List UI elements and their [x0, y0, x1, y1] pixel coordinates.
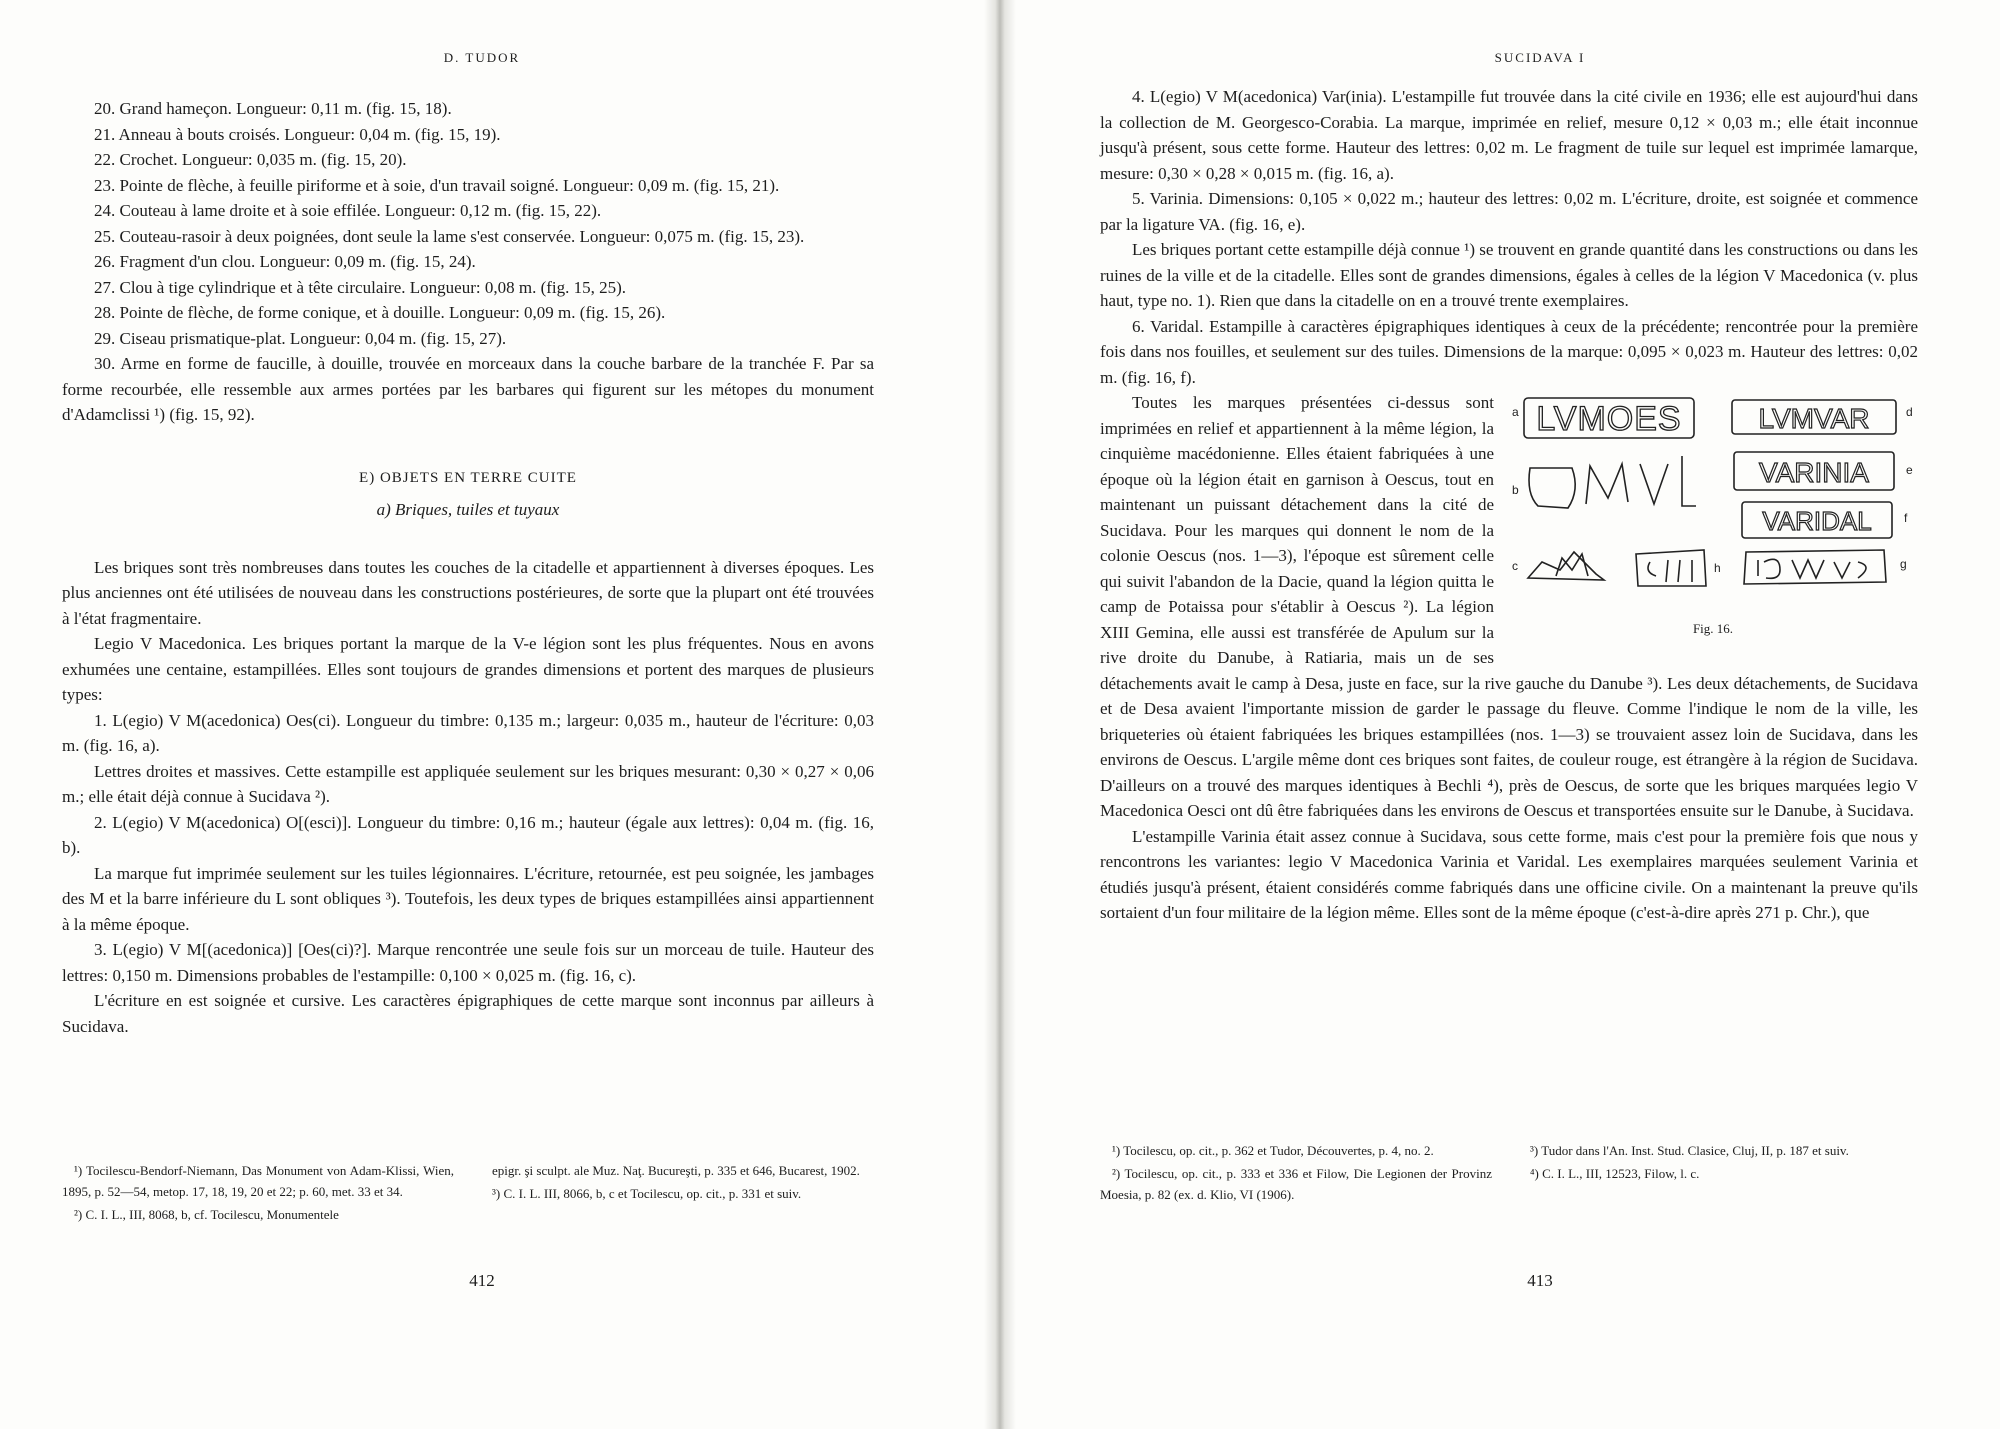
paragraph: Legio V Macedonica. Les briques portant la marque de la V-e légion sont les plus fréquentes. Nous en avons exhumées une centaine, estampillées. Elles sont toujours de grandes dimensions et portent des marques de plusieurs types: [62, 634, 874, 704]
footnote: ²) C. I. L., III, 8068, b, cf. Tocilescu, Monumentele [74, 1207, 339, 1222]
paragraph: Les briques sont très nombreuses dans toutes les couches de la citadelle et appartiennent à diverses époques. Les plus anciennes ont été utilisées de nouveau dans les constructions postérieures, de sorte que la plupart ont été trouvées à l'état fragmentaire. [62, 557, 874, 628]
paragraph: Les briques portant cette estampille déjà connue ¹) se trouvent en grande quantité dans les constructions ou dans les ruines de la ville et de la citadelle. Elles sont de grandes dimensions, égales à celles de la légion V Macedonica (v. plus haut, type no. 1). Rien que dans la citadelle on en a trouvé trente exemplaires. [1100, 240, 1918, 310]
paragraph-wrapped: Toutes les marques présentées ci-dessus sont imprimées en relief et appartiennent à la même légion, la cinquième macédonienne. Elles étaient fabriquées à une époque où la légion était en garnison à Oescus, tout en maintenant un puissant détachement dans la cité de Sucidava. Pour les marques qui donnent le nom de la colonie Oescus (nos. 1—3), l'époque est sûrement celle qui suivit l'abandon de la Dacie, quand la légion quitta le camp de Potaissa pour s'établir à Oescus ²). La légion XIII Gemina, elle aussi est transférée de Apulum sur la rive droite du Danube, à Ratiaria, mais un de ses détachements avait le camp à Desa, juste en face, sur la rive gauche du Danube ³). Les deux détachements, de Sucidava et de Desa avaient l'importante mission de garder le passage du fleuve. Comme l'indique le nom de la ville, les briqueteries où étaient fabriquées les briques estampillées (nos. 1—3) se trouvaient assez loin de Sucidava, dans les environs de Oescus. L'argile même dont ces briques sont faites, de couleur rouge, est étrangère à la région de Sucidava. D'ailleurs on a trouvé des marques identiques à Bechli ⁴), près de Oescus, de sorte que les briques marquées legio V Macedonica Oesci ont dû être fabriquées dans les environs de Oescus et transportées ensuite sur le Danube, à Sucidava. [1100, 393, 1918, 820]
paragraph: La marque fut imprimée seulement sur les tuiles légionnaires. L'écriture, retournée, est peu soignée, les jambages des M et la barre inférieure du L sont obliques ³). Toutefois, les deux types de briques estampillées ainsi appartiennent à la même époque. [62, 863, 874, 934]
list-item: 21. Anneau à bouts croisés. Longueur: 0,04 m. (fig. 15, 19). [94, 124, 501, 144]
running-head-left: D. TUDOR [443, 50, 521, 65]
figure-16 [1508, 394, 1918, 650]
page-number-right: 413 [1527, 1271, 1553, 1290]
running-head-right: SUCIDAVA I [1494, 50, 1586, 65]
paragraph: Lettres droites et massives. Cette estampille est appliquée seulement sur les briques mesurant: 0,30 × 0,27 × 0,06 m.; elle était déjà connue à Sucidava ²). [62, 761, 874, 806]
section-heading: E) OBJETS EN TERRE CUITE [359, 469, 577, 486]
stamp-b-m [1586, 464, 1628, 504]
stamp-b-v [1640, 464, 1668, 504]
footnote: epigr. şi sculpt. ale Muz. Naţ. Bucureşti, p. 335 et 646, Bucarest, 1902. [492, 1163, 860, 1178]
fig-letter-c: c [1512, 559, 1518, 573]
stamp-c-letters [1556, 554, 1588, 576]
left-page-body [62, 96, 874, 1039]
stamp-h [1636, 550, 1706, 586]
paragraph: 4. L(egio) V M(acedonica) Var(inia). L'estampille fut trouvée dans la cité civile en 1936; elle est aujourd'hui dans la collection de M. Georgesco-Corabia. La marque, imprimée en relief, mesure 0,12 × 0,03 m.; elle était inconnue jusqu'à présent, sous cette forme. Hauteur des lettres: 0,02 m. Le fragment de tuile sur lequel est imprimée lamarque, mesure: 0,30 × 0,28 × 0,015 m. (fig. 16, a). [1100, 87, 1918, 183]
paragraph: 5. Varinia. Dimensions: 0,105 × 0,022 m.; hauteur des lettres: 0,02 m. L'écriture, droite, est soignée et commence par la ligature VA. (fig. 16, e). [1100, 189, 1918, 234]
list-item: 25. Couteau-rasoir à deux poignées, dont seule la lame s'est conservée. Longueur: 0,075 m. (fig. 15, 23). [94, 226, 805, 246]
list-item: 22. Crochet. Longueur: 0,035 m. (fig. 15, 20). [94, 150, 407, 169]
stamp-b-l [1682, 456, 1696, 506]
figure-caption: Fig. 16. [1692, 621, 1734, 636]
footnotes-left [62, 1160, 872, 1227]
brick-stamps-drawing [1508, 394, 1918, 614]
fig-letter-d: d [1906, 405, 1913, 419]
paragraph: 3. L(egio) V M[(acedonica)] [Oes(ci)?]. Marque rencontrée une seule fois sur un morceau de tuile. Hauteur des lettres: 0,150 m. Dimensions probables de l'estampille: 0,100 × 0,025 m. (fig. 16, c). [62, 940, 874, 985]
paragraph: L'estampille Varinia était assez connue à Sucidava, sous cette forme, mais c'est pour la première fois que nous y rencontrons les variantes: legio V Macedonica Varinia et Varidal. Les exemplaires marquées seulement Varinia et étudiés jusqu'à présent, étaient considérés comme fabriqués dans une officine civile. On a maintenant la preuve qu'ils sortaient d'un four militaire de la légion même. Elles sont de la même époque (c'est-à-dire après 271 p. Chr.), que [1100, 826, 1918, 922]
fig-letter-b: b [1512, 483, 1519, 497]
stamp-g-letters [1758, 559, 1866, 578]
footnote-column [1100, 1140, 1492, 1207]
list-item: 28. Pointe de flèche, de forme conique, et à douille. Longueur: 0,09 m. (fig. 15, 26). [94, 303, 666, 322]
right-page-body [1100, 84, 1918, 926]
stamp-h-letters [1648, 560, 1692, 582]
footnote: ³) Tudor dans l'An. Inst. Stud. Clasice, Cluj, II, p. 187 et suiv. [1530, 1143, 1849, 1158]
list-item: 24. Couteau à lame droite et à soie effilée. Longueur: 0,12 m. (fig. 15, 22). [94, 201, 602, 220]
paragraph: 6. Varidal. Estampille à caractères épigraphiques identiques à ceux de la précédente; rencontrée pour la première fois dans nos fouilles, et seulement sur des tuiles. Dimensions de la marque: 0,095 × 0,023 m. Hauteur des lettres: 0,02 m. (fig. 16, f). [1100, 316, 1918, 387]
paragraph: 2. L(egio) V M(acedonica) O[(esci)]. Longueur du timbre: 0,16 m.; hauteur (égale aux lettres): 0,04 m. (fig. 16, b). [62, 812, 874, 857]
footnote: ¹) Tocilescu-Bendorf-Niemann, Das Monument von Adam-Klissi, Wien, 1895, p. 52—54, metop. 17, 18, 19, 20 et 22; p. 60, met. 33 et 34. [62, 1163, 454, 1199]
list-item: 29. Ciseau prismatique-plat. Longueur: 0,04 m. (fig. 15, 27). [94, 328, 507, 348]
paragraph: L'écriture en est soignée et cursive. Les caractères épigraphiques de cette marque sont inconnus par ailleurs à Sucidava. [62, 991, 874, 1036]
stamp-g [1744, 550, 1886, 584]
list-item: 23. Pointe de flèche, à feuille piriforme et à soie, d'un travail soigné. Longueur: 0,09 m. (fig. 15, 21). [94, 175, 780, 195]
book-gutter [984, 0, 1016, 1429]
list-item: 27. Clou à tige cylindrique et à tête circulaire. Longueur: 0,08 m. (fig. 15, 25). [94, 277, 627, 297]
fig-letter-g: g [1900, 557, 1907, 571]
page-number-left: 412 [469, 1271, 495, 1290]
list-item: 20. Grand hameçon. Longueur: 0,11 m. (fig. 15, 18). [94, 99, 452, 118]
footnote-column [62, 1160, 454, 1227]
stamp-f-text: VARIDAL [1762, 506, 1872, 536]
footnote-column [480, 1160, 872, 1227]
footnotes-right [1100, 1140, 1910, 1207]
fig-letter-e: e [1906, 463, 1913, 477]
fig-letter-a: a [1512, 405, 1519, 419]
footnote: ²) Tocilescu, op. cit., p. 333 et 336 et Filow, Die Legionen der Provinz Moesia, p. 82 (ex. d. Klio, VI (1906). [1100, 1166, 1492, 1202]
fig-letter-h: h [1714, 561, 1721, 575]
subsection-heading: a) Briques, tuiles et tuyaux [376, 500, 560, 519]
stamp-a-text: LVMOES [1536, 400, 1682, 438]
footnote: ¹) Tocilescu, op. cit., p. 362 et Tudor, Découvertes, p. 4, no. 2. [1112, 1143, 1434, 1158]
stamp-e-text: VARINIA [1759, 457, 1869, 488]
paragraph: 1. L(egio) V M(acedonica) Oes(ci). Longueur du timbre: 0,135 m.; largeur: 0,035 m., hauteur de l'écriture: 0,03 m. (fig. 16, a). [62, 710, 874, 755]
left-page [0, 0, 984, 1429]
stamp-b-o [1529, 468, 1575, 508]
footnote: ⁴) C. I. L., III, 12523, Filow, l. c. [1530, 1166, 1700, 1181]
right-page [1016, 0, 2000, 1429]
stamp-d-text: LVMVAR [1758, 403, 1870, 434]
footnote-column [1518, 1140, 1910, 1207]
fig-letter-f: f [1904, 511, 1908, 525]
stamp-c [1528, 552, 1604, 580]
list-item: 26. Fragment d'un clou. Longueur: 0,09 m. (fig. 15, 24). [94, 252, 476, 271]
footnote: ³) C. I. L. III, 8066, b, c et Tocilescu, op. cit., p. 331 et suiv. [492, 1186, 802, 1201]
list-item: 30. Arme en forme de faucille, à douille, trouvée en morceaux dans la couche barbare de la tranchée F. Par sa forme recourbée, elle ressemble aux armes portées par les barbares qui figurent sur les métopes du monument d'Adamclissi ¹) (fig. 15, 92). [62, 354, 874, 424]
